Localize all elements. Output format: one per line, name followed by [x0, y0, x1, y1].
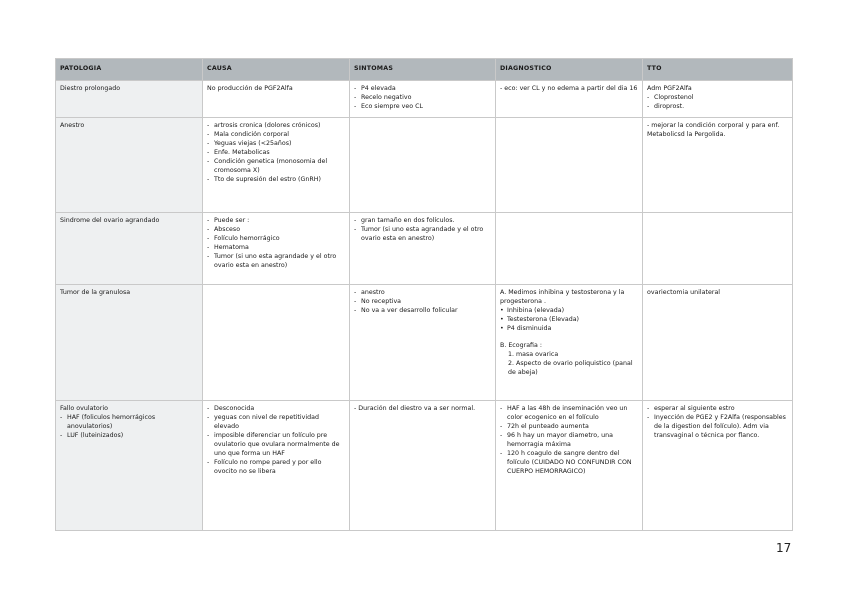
table-row	[56, 285, 793, 401]
cell-tto	[643, 401, 793, 531]
list-item: - Folículo hemorrágico	[207, 235, 345, 244]
list-item: - Yeguas viejas (<25años)	[207, 140, 345, 149]
header-sintomas: SINTOMAS	[350, 59, 496, 81]
list-item: - P4 elevada	[354, 85, 491, 94]
list-item: - Mala condición corporal	[207, 131, 345, 140]
cell-diagnostico	[496, 118, 643, 213]
page-number: 17	[776, 541, 792, 555]
list-item: - Cloprostenol	[647, 94, 788, 103]
table-row	[56, 118, 793, 213]
cell-sintomas	[350, 213, 496, 285]
cell-tto: Adm PGF2Alfa - Cloprostenol - diroprost.	[643, 81, 793, 118]
cell-causa: No producción de PGF2Alfa	[203, 81, 350, 118]
cell-diagnostico	[496, 285, 643, 401]
list-item: - Eco siempre veo CL	[354, 103, 491, 112]
list-item: - Recelo negativo	[354, 94, 491, 103]
cell-diagnostico	[496, 213, 643, 285]
cell-sintomas	[350, 118, 496, 213]
list-item: - Condición genetica (monosomia del cromosoma X)	[207, 158, 345, 176]
list-item: - Desconocida	[207, 405, 345, 414]
cell-patologia: Tumor de la granulosa	[56, 285, 203, 401]
diagnostico-b: B. Ecografia :	[500, 341, 543, 349]
list-item: - HAF a las 48h de inseminación veo un color ecogenico en el folículo	[500, 405, 638, 423]
header-diagnostico: DIAGNOSTICO	[496, 59, 643, 81]
cell-causa	[203, 213, 350, 285]
list-item: - Inyección de PGE2 y F2Alfa (responsables de la digestion del folículo). Adm via transvaginal o técnica por flanco.	[647, 414, 788, 441]
cell-diagnostico	[496, 401, 643, 531]
cell-patologia: Fallo ovulatorio - HAF (foliculos hemorrágicos anovulatorios) - LUF (luteinizados)	[56, 401, 203, 531]
list-item: - diroprost.	[647, 103, 788, 112]
header-patologia: PATOLOGIA	[56, 59, 203, 81]
pathology-table	[55, 58, 793, 531]
list-item: - Hematoma	[207, 244, 345, 253]
list-item: - 120 h coagulo de sangre dentro del folículo (CUIDADO NO CONFUNDIR CON CUERPO HEMORRAGICO)	[500, 450, 638, 477]
list-item: - HAF (foliculos hemorrágicos anovulatorios)	[60, 414, 198, 432]
cell-causa	[203, 401, 350, 531]
list-item: - 72h el punteado aumenta	[500, 423, 638, 432]
list-item: - imposible diferenciar un folículo pre ovulatorio que ovulara normalmente de uno que forma un HAF	[207, 432, 345, 459]
list-item: 2. Aspecto de ovario poliquistico (panal de abeja)	[508, 359, 633, 376]
list-item: - Tumor (si uno esta agrandade y el otro ovario esta en anestro)	[207, 253, 345, 271]
cell-causa	[203, 285, 350, 401]
header-causa: CAUSA	[203, 59, 350, 81]
list-item: • P4 disminuida	[500, 325, 638, 334]
cell-diagnostico: - eco: ver CL y no edema a partir del dia 16	[496, 81, 643, 118]
table-row	[56, 213, 793, 285]
cell-sintomas	[350, 81, 496, 118]
cell-sintomas	[350, 285, 496, 401]
diagnostico-a: A. Medimos inhibina y testosterona y la progesterona .	[500, 289, 625, 305]
list-item: 1. masa ovarica	[508, 350, 559, 358]
table-header-row	[56, 59, 793, 81]
cell-patologia: Diestro prolongado	[56, 81, 203, 118]
list-item: - Absceso	[207, 226, 345, 235]
list-item: - artrosis cronica (dolores crónicos)	[207, 122, 345, 131]
list-item: - Enfe. Metabolicas	[207, 149, 345, 158]
list-item: • Inhibina (elevada)	[500, 307, 638, 316]
cell-patologia: Sindrome del ovario agrandado	[56, 213, 203, 285]
cell-tto: ovariectomia unilateral	[643, 285, 793, 401]
list-item: - Puede ser :	[207, 217, 345, 226]
list-item: - anestro	[354, 289, 491, 298]
list-item: - Tto de supresión del estro (GnRH)	[207, 176, 345, 185]
cell-patologia: Anestro	[56, 118, 203, 213]
cell-tto: - mejorar la condición corporal y para enf. Metabolicsd la Pergolida.	[643, 118, 793, 213]
cell-tto	[643, 213, 793, 285]
list-item: - No receptiva	[354, 298, 491, 307]
list-item: - yeguas con nivel de repetitividad elevado	[207, 414, 345, 432]
header-tto: TTO	[643, 59, 793, 81]
list-item: - LUF (luteinizados)	[60, 432, 198, 441]
cell-sintomas: - Duración del diestro va a ser normal.	[350, 401, 496, 531]
list-item: - 96 h hay un mayor diametro, una hemorragia máxima	[500, 432, 638, 450]
table-row	[56, 81, 793, 118]
list-item: - Folículo no rompe pared y por ello ovocito no se libera	[207, 459, 345, 477]
table-row	[56, 401, 793, 531]
list-item: • Testesterona (Elevada)	[500, 316, 638, 325]
cell-causa	[203, 118, 350, 213]
list-item: - Tumor (si uno esta agrandade y el otro ovario esta en anestro)	[354, 226, 491, 244]
list-item: - No va a ver desarrollo folicular	[354, 307, 491, 316]
list-item: - esperar al siguiente estro	[647, 405, 788, 414]
list-item: - gran tamaño en dos folículos.	[354, 217, 491, 226]
